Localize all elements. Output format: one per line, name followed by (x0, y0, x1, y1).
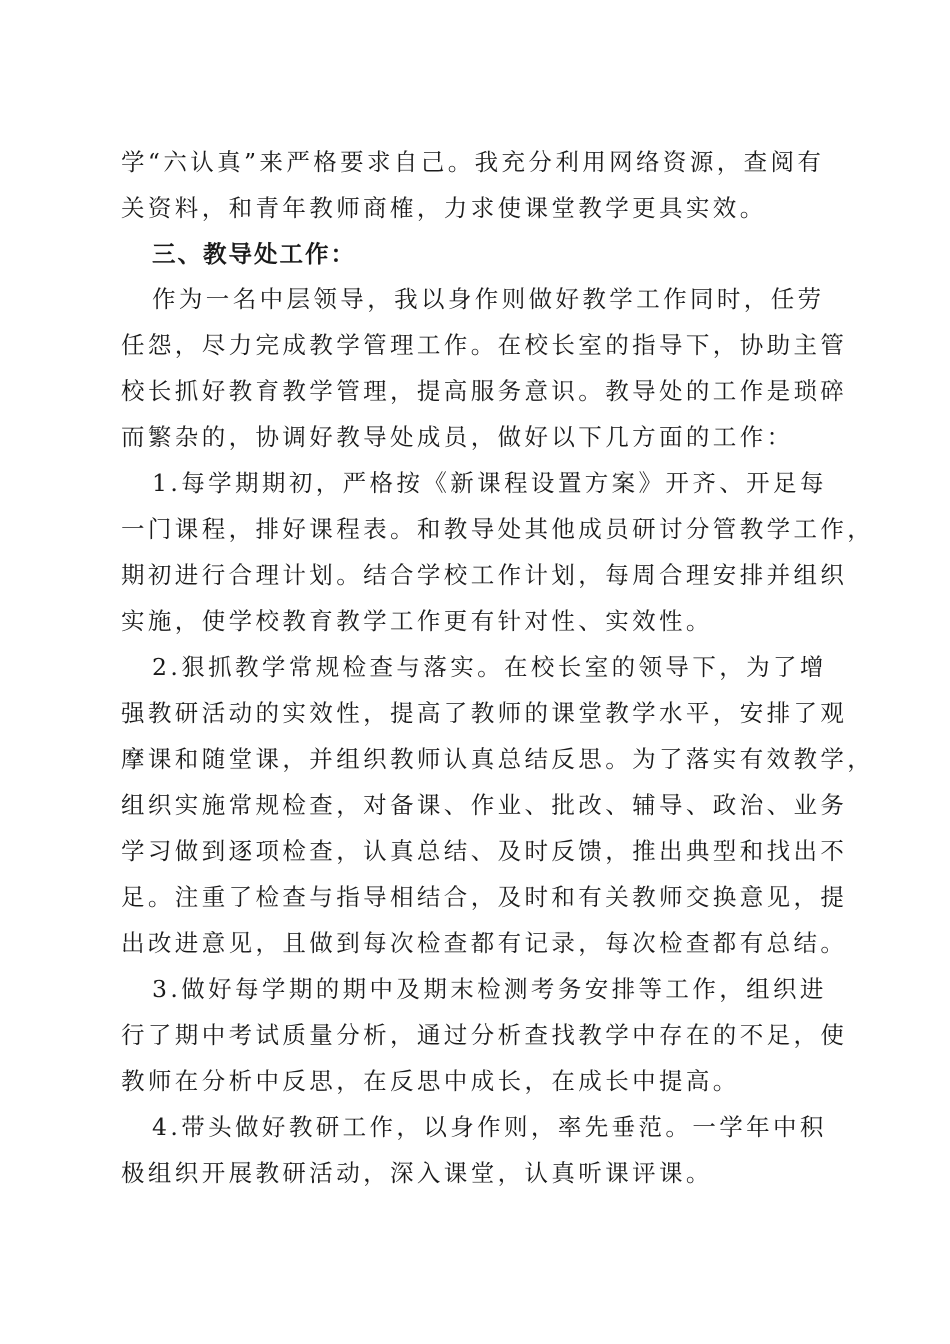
text-line: 组织实施常规检查，对备课、作业、批改、辅导、政治、业务 (121, 791, 848, 819)
text-line: 行了期中考试质量分析，通过分析查找教学中存在的不足，使 (121, 1021, 848, 1049)
text-line: 作为一名中层领导，我以身作则做好教学工作同时，任劳 (152, 285, 825, 313)
text-line: 摩课和随堂课，并组织教师认真总结反思。为了落实有效教学， (121, 745, 875, 773)
text-line: 2.狠抓教学常规检查与落实。在校长室的领导下，为了增 (152, 653, 827, 681)
text-line: 足。注重了检查与指导相结合，及时和有关教师交换意见，提 (121, 883, 848, 911)
text-line: 期初进行合理计划。结合学校工作计划，每周合理安排并组织 (121, 561, 848, 589)
text-line: 任怨，尽力完成教学管理工作。在校长室的指导下，协助主管 (121, 331, 848, 359)
text-line: 学“六认真”来严格要求自己。我充分利用网络资源，查阅有 (121, 148, 825, 176)
text-line: 校长抓好教育教学管理，提高服务意识。教导处的工作是琐碎 (121, 377, 848, 405)
text-line: 极组织开展教研活动，深入课堂，认真听课评课。 (121, 1159, 713, 1187)
text-line: 教师在分析中反思，在反思中成长，在成长中提高。 (121, 1067, 740, 1095)
text-line: 3.做好每学期的期中及期末检测考务安排等工作，组织进 (152, 975, 827, 1003)
text-line: 1.每学期期初，严格按《新课程设置方案》开齐、开足每 (152, 469, 827, 497)
section-heading: 三、教导处工作： (152, 240, 356, 268)
text-line: 出改进意见，且做到每次检查都有记录，每次检查都有总结。 (121, 929, 848, 957)
text-line: 关资料，和青年教师商榷，力求使课堂教学更具实效。 (121, 194, 767, 222)
text-line: 学习做到逐项检查，认真总结、及时反馈，推出典型和找出不 (121, 837, 848, 865)
text-line: 实施，使学校教育教学工作更有针对性、实效性。 (121, 607, 713, 635)
text-line: 一门课程，排好课程表。和教导处其他成员研讨分管教学工作， (121, 515, 875, 543)
text-line: 4.带头做好教研工作，以身作则，率先垂范。一学年中积 (152, 1113, 827, 1141)
text-line: 强教研活动的实效性，提高了教师的课堂教学水平，安排了观 (121, 699, 848, 727)
text-line: 而繁杂的，协调好教导处成员，做好以下几方面的工作： (121, 423, 794, 451)
